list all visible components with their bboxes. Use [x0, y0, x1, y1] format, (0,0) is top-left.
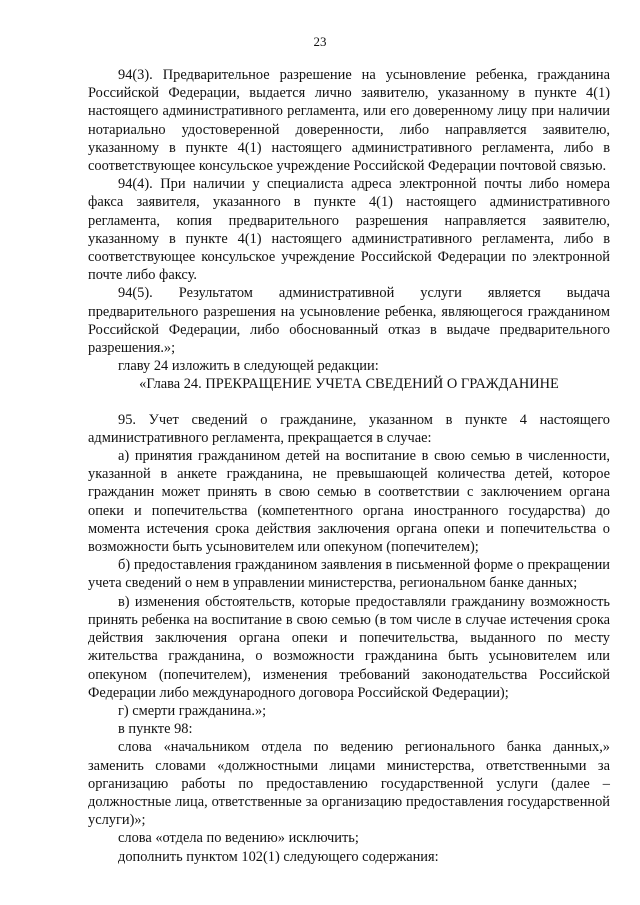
paragraph-replace-words: слова «начальником отдела по ведению регионального банка данных,» заменить словами «должностными лицами министерства, ответственными за организацию работы по предоставлению государственной услуги (далее – должностные лица, ответственные за организацию предоставления государственной услуги)»; — [88, 739, 610, 829]
paragraph-95: 95. Учет сведений о гражданине, указанном в пункте 4 настоящего административного регламента, прекращается в случае: — [88, 411, 610, 446]
document-body — [88, 66, 610, 866]
list-item-v: в) изменения обстоятельств, которые предоставляли гражданину возможность принять ребенка на воспитание в свою семью (в том числе в случае истечения срока действия заключения органа опеки и попечительства, выданного по месту жительства гражданина, о возможности гражданина быть усыновителем или опекуном (попечителем), изменения требований законодательства Российской Федерации либо международного договора Российской Федерации); — [88, 593, 610, 701]
list-item-g: г) смерти гражданина.»; — [118, 702, 267, 719]
chapter-heading: «Глава 24. ПРЕКРАЩЕНИЕ УЧЕТА СВЕДЕНИЙ О ГРАЖДАНИНЕ — [139, 376, 559, 393]
paragraph-94-5: 94(5). Результатом административной услуги является выдача предварительного разрешения на усыновление ребенка, являющегося гражданином Российской Федерации, либо обоснованный отказ в выдаче предварительного разрешения.»; — [88, 285, 610, 357]
paragraph-94-4: 94(4). При наличии у специалиста адреса электронной почты либо номера факса заявителя, указанного в пункте 4(1) настоящего административного регламента, копия предварительного разрешения направляется заявителю, указанному в пункте 4(1) настоящего административного регламента, либо в соответствующее консульское учреждение Российской Федерации по электронной почте либо факсу. — [88, 176, 610, 284]
paragraph-add-point: дополнить пунктом 102(1) следующего содержания: — [118, 848, 439, 865]
page-number: 23 — [313, 34, 327, 49]
paragraph-exclude-words: слова «отдела по ведению» исключить; — [118, 830, 359, 847]
section-spacer — [88, 394, 610, 411]
paragraph-94-3: 94(3). Предварительное разрешение на усыновление ребенка, гражданина Российской Федерации, выдается лично заявителю, указанному в пункте 4(1) настоящего административного регламента, или его доверенному лицу при наличии нотариально удостоверенной доверенности, либо направляется заявителю, указанному в пункте 4(1) настоящего административного регламента, либо в соответствующее консульское учреждение Российской Федерации почтовой связью. — [88, 67, 610, 175]
paragraph-chapter-intro: главу 24 изложить в следующей редакции: — [118, 358, 379, 375]
list-item-b: б) предоставления гражданином заявления в письменной форме о прекращении учета сведений о нем в управлении министерства, региональном банке данных; — [88, 557, 610, 592]
paragraph-point-98: в пункте 98: — [118, 721, 193, 738]
list-item-a: а) принятия гражданином детей на воспитание в свою семью в численности, указанной в анкете гражданина, не превышающей количества детей, которое гражданин может принять в свою семью в соответствии с заключением органа опеки и попечительства (компетентного органа иностранного государства) до момента истечения срока действия заключения органа опеки и попечительства о возможности быть усыновителем или опекуном (попечителем); — [88, 448, 610, 556]
